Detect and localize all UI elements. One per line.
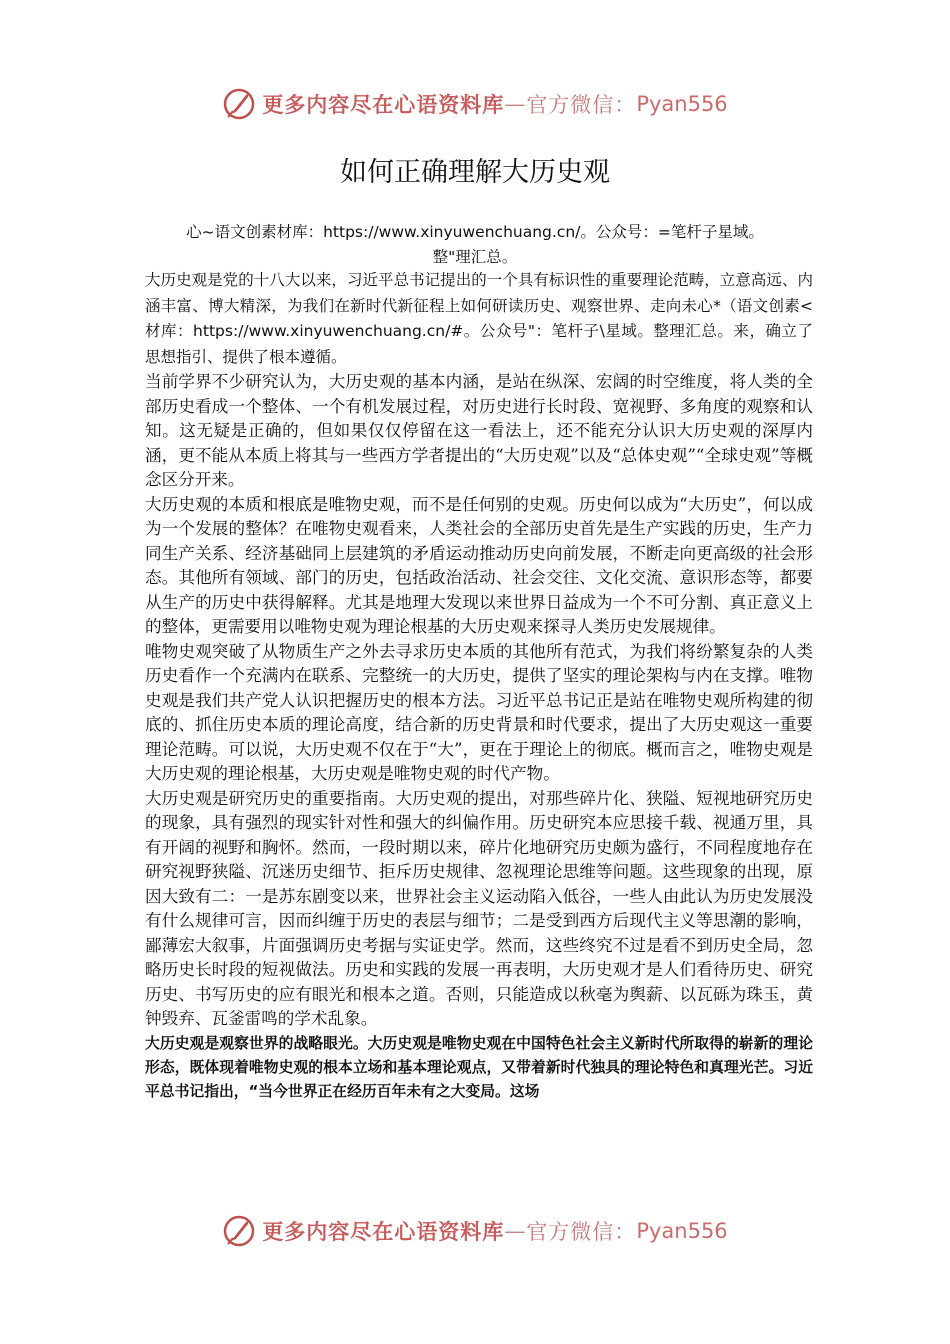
footer-banner (0, 1211, 950, 1251)
banner-dash: — (504, 1219, 527, 1243)
banner-wechat-id: Pyan556 (636, 92, 728, 116)
banner-brand: 更多内容尽在心语资料库 (262, 92, 505, 117)
paragraph-6: 大历史观是观察世界的战略眼光。大历史观是唯物史观在中国特色社会主义新时代所取得的崭新的理论形态，既体现着唯物史观的根本立场和基本理论观点，又带着新时代独具的理论特色和真理光芒。习近平总书记指出，“当今世界正在经历百年未有之大变局。这场 (145, 1034, 813, 1100)
document-title: 如何正确理解大历史观 (340, 157, 610, 188)
header-banner (0, 84, 950, 124)
paragraph-5: 大历史观是研究历史的重要指南。大历史观的提出，对那些碎片化、狭隘、短视地研究历史的现象，具有强烈的现实针对性和强大的纠偏作用。历史研究本应思接千载、视通万里，具有开阔的视野和胸怀。然而，一段时期以来，碎片化地研究历史颇为盛行，不同程度地存在研究视野狭隘、沉迷历史细节、拒斥历史规律、忽视理论思维等问题。这些现象的出现，原因大致有二：一是苏东剧变以来，世界社会主义运动陷入低谷，一些人由此认为历史发展没有什么规律可言，因而纠缠于历史的表层与细节；二是受到西方后现代主义等思潮的影响，鄙薄宏大叙事，片面强调历史考据与实证史学。然而，这些终究不过是看不到历史全局，忽略历史长时段的短视做法。历史和实践的发展一再表明，大历史观才是人们看待历史、研究历史、书写历史的应有眼光和根本之道。否则，只能造成以秋毫为舆薪、以瓦砾为珠玉，黄钟毁弃、瓦釜雷鸣的学术乱象。 (145, 788, 813, 1028)
banner-wechat-label: 官方微信： (526, 93, 637, 117)
paragraph-1: 大历史观是党的十八大以来，习近平总书记提出的一个具有标识性的重要理论范畴，立意高远、内涵丰富、博大精深，为我们在新时代新征程上如何研读历史、观察世界、走向未心*（语文创素<材库：https://www.xinyuwenchuang.cn/#。公众号"：笔杆子\星域。整理汇总。来，确立了思想指引、提供了根本遵循。 (145, 271, 813, 366)
banner-wechat-label: 官方微信： (526, 1220, 637, 1244)
banner-wechat-id: Pyan556 (636, 1219, 728, 1243)
banner-brand: 更多内容尽在心语资料库 (262, 1219, 505, 1244)
paragraph-4: 唯物史观突破了从物质生产之外去寻求历史本质的其他所有范式，为我们将纷繁复杂的人类历史看作一个充满内在联系、完整统一的大历史，提供了坚实的理论架构与内在支撑。唯物史观是我们共产党人认识把握历史的根本方法。习近平总书记正是站在唯物史观所构建的彻底的、抓住历史本质的理论高度，结合新的历史背景和时代要求，提出了大历史观这一重要理论范畴。可以说，大历史观不仅在于“大”，更在于理论上的彻底。概而言之，唯物史观是大历史观的理论根基，大历史观是唯物史观的时代产物。 (145, 641, 813, 783)
feather-pen-logo-icon (222, 1214, 256, 1248)
source-line-1: 心~语文创素材库：https://www.xinyuwenchuang.cn/。公众号：=笔杆子星域。 (186, 223, 764, 241)
paragraph-3: 大历史观的本质和根底是唯物史观，而不是任何别的史观。历史何以成为“大历史”，何以成为一个发展的整体？在唯物史观看来，人类社会的全部历史首先是生产实践的历史，生产力同生产关系、经济基础同上层建筑的矛盾运动推动历史向前发展，不断走向更高级的社会形态。其他所有领域、部门的历史，包括政治活动、社会交往、文化交流、意识形态等，都要从生产的历史中获得解释。尤其是地理大发现以来世界日益成为一个不可分割、真正意义上的整体，更需要用以唯物史观为理论根基的大历史观来探寻人类历史发展规律。 (145, 494, 813, 636)
feather-pen-logo-icon (222, 87, 256, 121)
paragraph-2: 当前学界不少研究认为，大历史观的基本内涵，是站在纵深、宏阔的时空维度，将人类的全部历史看成一个整体、一个有机发展过程，对历史进行长时段、宽视野、多角度的观察和认知。这无疑是正确的，但如果仅仅停留在这一看法上，还不能充分认识大历史观的深厚内涵，更不能从本质上将其与一些西方学者提出的“大历史观”以及“总体史观”“全球史观”等概念区分开来。 (145, 372, 813, 489)
banner-dash: — (504, 92, 527, 116)
source-line-2: 整"理汇总。 (432, 248, 518, 266)
source-note (145, 220, 805, 270)
document-body (145, 268, 813, 1104)
